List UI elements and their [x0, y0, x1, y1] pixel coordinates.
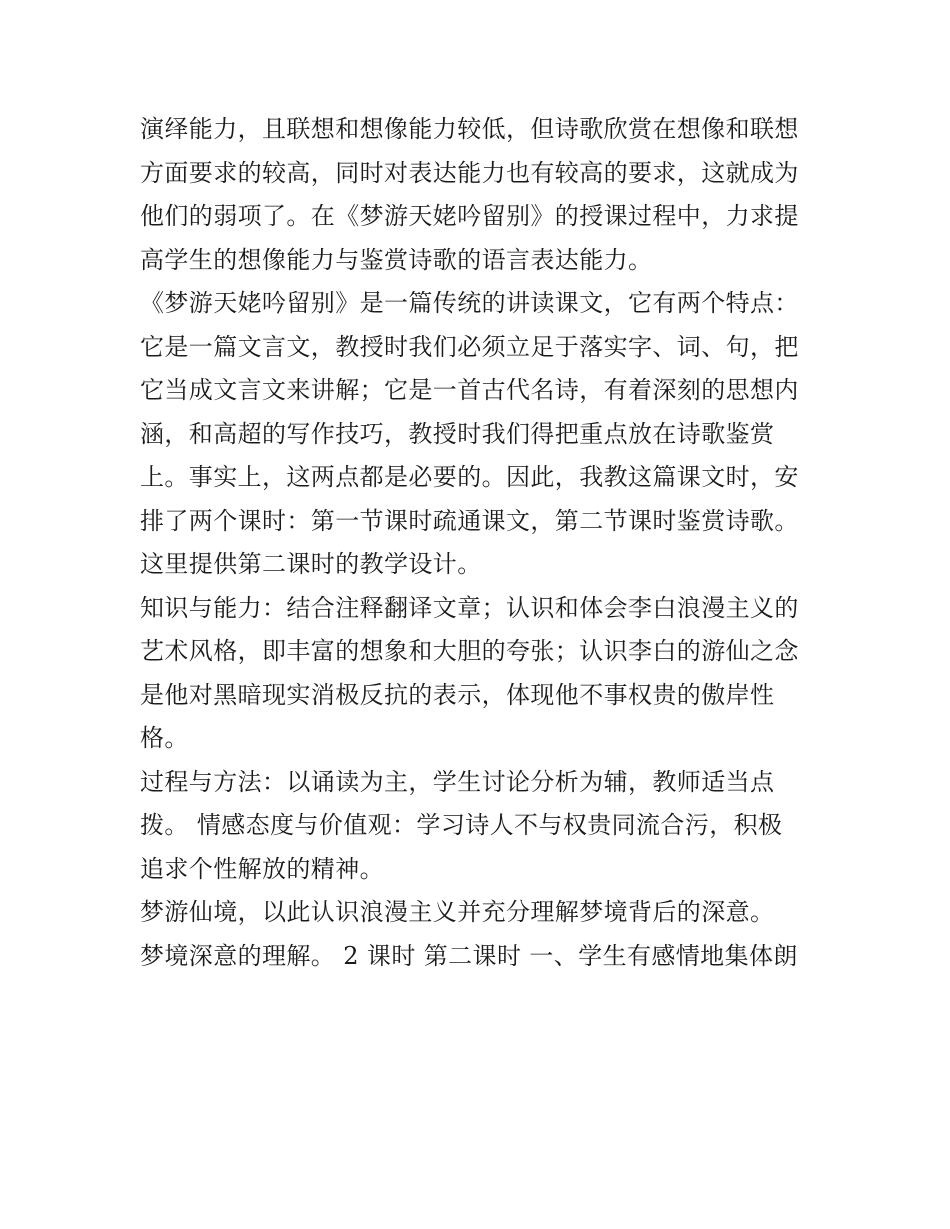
text-line: 上。事实上，这两点都是必要的。因此，我教这篇课文时，安	[140, 463, 799, 491]
text-line: 知识与能力：结合注释翻译文章；认识和体会李白浪漫主义的	[140, 593, 799, 622]
text-line: 追求个性解放的精神。	[140, 854, 384, 883]
body-text	[140, 108, 830, 978]
text-line: 是他对黑暗现实消极反抗的表示，体现他不事权贵的傲岸性	[140, 680, 775, 709]
text-line: 过程与方法：以诵读为主，学生讨论分析为辅，教师适当点	[140, 767, 775, 796]
text-line: 这里提供第二课时的教学设计。	[140, 550, 482, 578]
text-line: 演绎能力，且联想和想像能力较低，但诗歌欣赏在想像和联想	[140, 115, 799, 143]
text-line: 高学生的想像能力与鉴赏诗歌的语言表达能力。	[140, 245, 653, 274]
text-line: 排了两个课时：第一节课时疏通课文，第二节课时鉴赏诗歌。	[140, 506, 799, 535]
text-line: 他们的弱项了。在《梦游天姥吟留别》的授课过程中，力求提	[140, 202, 799, 230]
text-line: 格。	[140, 724, 189, 752]
text-line: 梦游仙境，以此认识浪漫主义并充分理解梦境背后的深意。	[140, 898, 775, 926]
text-line: 它是一篇文言文，教授时我们必须立足于落实字、词、句，把	[140, 332, 799, 361]
text-line: 方面要求的较高，同时对表达能力也有较高的要求，这就成为	[140, 158, 799, 187]
text-line: 拨。 情感态度与价值观：学习诗人不与权贵同流合污，积极	[140, 811, 783, 839]
text-line: 艺术风格，即丰富的想象和大胆的夸张；认识李白的游仙之念	[140, 637, 799, 665]
text-line: 它当成文言文来讲解；它是一首古代名诗，有着深刻的思想内	[140, 376, 799, 404]
text-line: 《梦游天姥吟留别》是一篇传统的讲读课文，它有两个特点：	[140, 289, 799, 317]
text-line: 涵，和高超的写作技巧，教授时我们得把重点放在诗歌鉴赏	[140, 419, 775, 448]
text-line: 梦境深意的理解。 2 课时 第二课时 一、学生有感情地集体朗	[140, 941, 798, 970]
